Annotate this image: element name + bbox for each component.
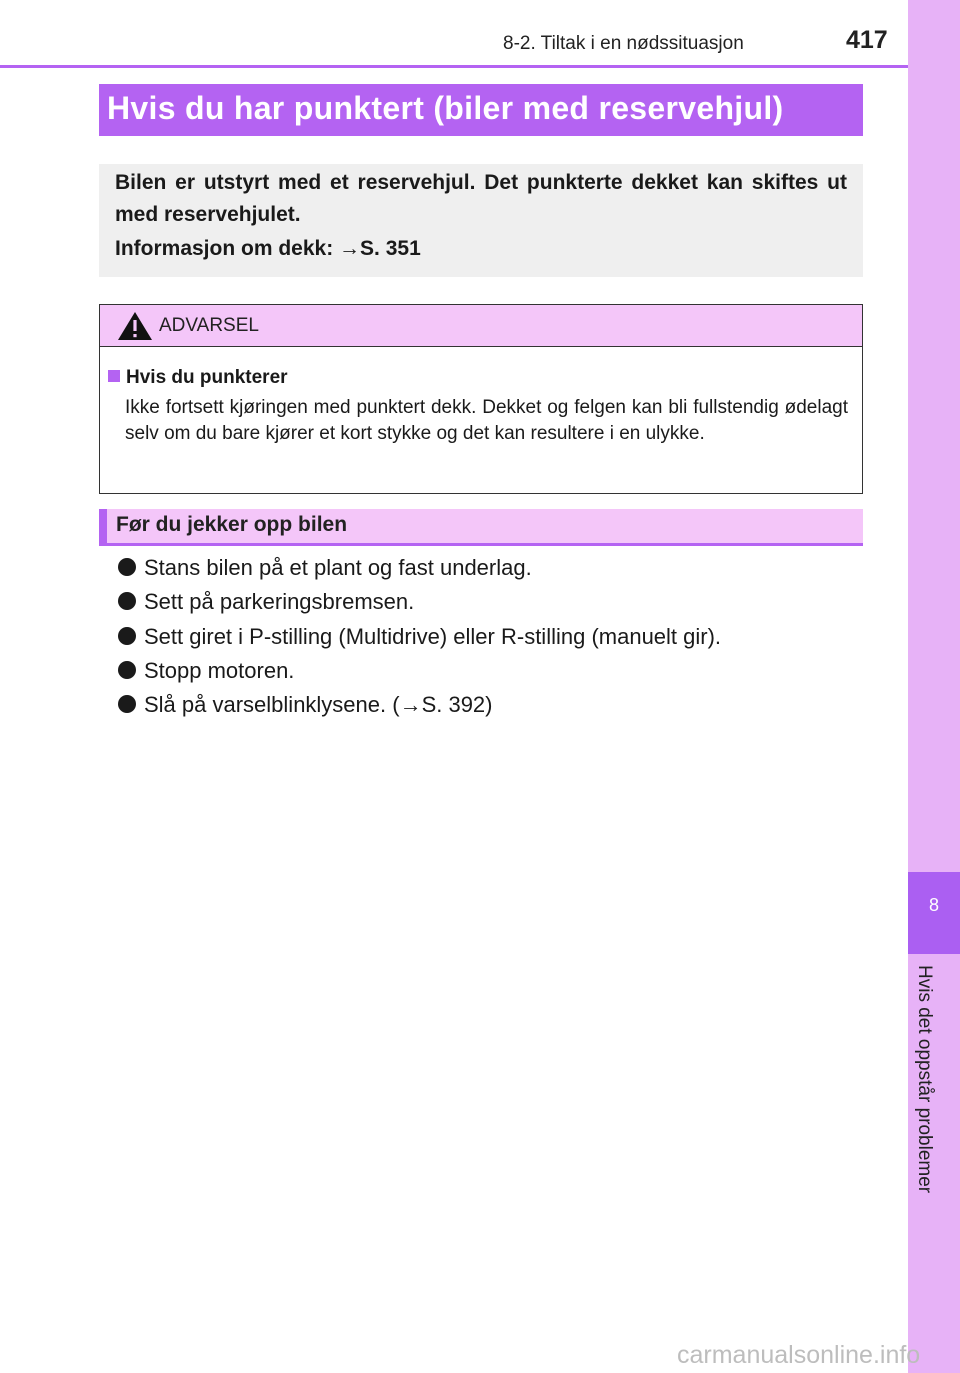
warning-box [99,304,863,494]
warning-heading-text: Hvis du punkterer [126,367,288,388]
warning-title: ADVARSEL [159,315,259,336]
intro-box [99,164,863,277]
section-title: 8-2. Tiltak i en nødssituasjon [503,33,744,54]
list-item: Sett på parkeringsbremsen. [118,589,721,623]
intro-text: Bilen er utstyrt med et reservehjul. Det punkterte dekket kan skiftes ut med reservehjulet. [115,171,847,226]
page-title: Hvis du har punktert (biler med reservehjul) [107,90,784,126]
watermark: carmanualsonline.info [677,1341,921,1369]
bullet-icon [118,558,136,576]
bullet-icon [118,627,136,645]
page-number: 417 [846,26,888,54]
bullet-icon [118,695,136,713]
list-item: Stans bilen på et plant og fast underlag. [118,555,721,589]
intro-reference: Informasjon om dekk: →S. 351 [115,237,421,260]
warning-header [100,305,862,347]
subheading-accent [99,509,107,546]
subheading-bar [99,509,863,546]
list-item: Sett giret i P-stilling (Multidrive) eller R-stilling (manuelt gir). [118,624,721,658]
square-bullet-icon [108,370,120,382]
list-item: Slå på varselblinklysene. (→S. 392) [118,692,721,726]
list-item: Stopp motoren. [118,658,721,692]
page-title-bar [99,84,863,136]
chapter-title: Hvis det oppstår problemer [914,965,935,1194]
warning-body: Ikke fortsett kjøringen med punktert dekk. Dekket og felgen kan bli fullstendig ødelagt selv om du bare kjører et kort stykke og det kan resultere i en ulykke. [125,397,848,444]
warning-heading [108,367,288,389]
warning-triangle-icon [117,311,153,341]
bullet-icon [118,661,136,679]
header-divider [0,65,908,68]
chapter-number: 8 [928,895,939,915]
subheading: Før du jekker opp bilen [116,513,348,536]
bullet-icon [118,592,136,610]
steps-list [118,555,721,726]
